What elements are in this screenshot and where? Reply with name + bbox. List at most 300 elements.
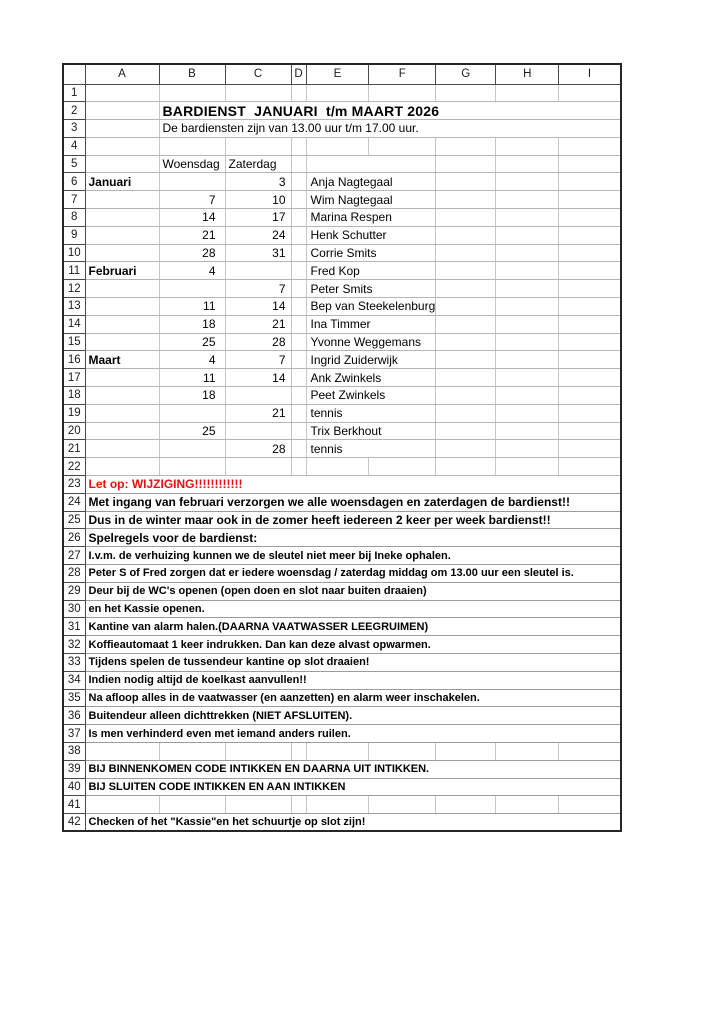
row-header-18: 18	[63, 387, 85, 405]
sheet-row-23	[63, 476, 621, 494]
cell-E14: Ina Timmer	[306, 315, 436, 333]
cell-G13	[436, 298, 496, 316]
cell-D21	[291, 440, 306, 458]
cell-G41	[436, 796, 496, 814]
cell-H17	[496, 369, 559, 387]
row-header-35: 35	[63, 689, 85, 707]
row-header-23: 23	[63, 476, 85, 494]
cell-H19	[496, 404, 559, 422]
row-header-38: 38	[63, 742, 85, 760]
cell-G6	[436, 173, 496, 191]
cell-A14	[85, 315, 159, 333]
cell-I5	[559, 155, 621, 173]
cell-A35: Na afloop alles in de vaatwasser (en aanzetten) en alarm weer inschakelen.	[85, 689, 621, 707]
cell-H20	[496, 422, 559, 440]
cell-B22	[159, 458, 225, 476]
cell-H13	[496, 298, 559, 316]
cell-A39: BIJ BINNENKOMEN CODE INTIKKEN EN DAARNA UIT INTIKKEN.	[85, 760, 621, 778]
cell-G1	[436, 84, 496, 102]
cell-G12	[436, 280, 496, 298]
cell-G18	[436, 387, 496, 405]
row-header-1: 1	[63, 84, 85, 102]
cell-C18	[225, 387, 291, 405]
cell-E38	[306, 742, 369, 760]
cell-B12	[159, 280, 225, 298]
cell-E11: Fred Kop	[306, 262, 436, 280]
column-header-H: H	[496, 64, 559, 84]
sheet-row-25	[63, 511, 621, 529]
cell-A5	[85, 155, 159, 173]
cell-A1	[85, 84, 159, 102]
sheet-body	[63, 84, 621, 831]
cell-A40: BIJ SLUITEN CODE INTIKKEN EN AAN INTIKKEN	[85, 778, 621, 796]
cell-A33: Tijdens spelen de tussendeur kantine op slot draaien!	[85, 654, 621, 672]
row-header-31: 31	[63, 618, 85, 636]
row-header-40: 40	[63, 778, 85, 796]
cell-G15	[436, 333, 496, 351]
cell-B10: 28	[159, 244, 225, 262]
row-header-42: 42	[63, 814, 85, 832]
cell-E5	[306, 155, 436, 173]
cell-H22	[496, 458, 559, 476]
cell-C19: 21	[225, 404, 291, 422]
cell-G22	[436, 458, 496, 476]
cell-E17: Ank Zwinkels	[306, 369, 436, 387]
row-header-20: 20	[63, 422, 85, 440]
cell-A34: Indien nodig altijd de koelkast aanvullen!!	[85, 671, 621, 689]
cell-C21: 28	[225, 440, 291, 458]
cell-I18	[559, 387, 621, 405]
row-header-6: 6	[63, 173, 85, 191]
cell-C12: 7	[225, 280, 291, 298]
cell-A42: Checken of het "Kassie"en het schuurtje op slot zijn!	[85, 814, 621, 832]
cell-G38	[436, 742, 496, 760]
cell-C14: 21	[225, 315, 291, 333]
cell-F38	[369, 742, 436, 760]
sheet-row-7	[63, 191, 621, 209]
cell-D7	[291, 191, 306, 209]
sheet-row-13	[63, 298, 621, 316]
cell-A24: Met ingang van februari verzorgen we alle woensdagen en zaterdagen de bardienst!!	[85, 493, 621, 511]
sheet-row-20	[63, 422, 621, 440]
cell-D10	[291, 244, 306, 262]
cell-G21	[436, 440, 496, 458]
row-header-28: 28	[63, 565, 85, 583]
sheet-row-37	[63, 725, 621, 743]
cell-G14	[436, 315, 496, 333]
cell-I14	[559, 315, 621, 333]
cell-A25: Dus in de winter maar ook in de zomer heeft iedereen 2 keer per week bardienst!!	[85, 511, 621, 529]
cell-I21	[559, 440, 621, 458]
cell-H14	[496, 315, 559, 333]
row-header-12: 12	[63, 280, 85, 298]
cell-G8	[436, 209, 496, 227]
cell-C7: 10	[225, 191, 291, 209]
cell-G20	[436, 422, 496, 440]
sheet-row-27	[63, 547, 621, 565]
row-header-11: 11	[63, 262, 85, 280]
cell-I16	[559, 351, 621, 369]
cell-B13: 11	[159, 298, 225, 316]
sheet-row-21	[63, 440, 621, 458]
cell-I8	[559, 209, 621, 227]
cell-D19	[291, 404, 306, 422]
cell-A7	[85, 191, 159, 209]
row-header-15: 15	[63, 333, 85, 351]
cell-G16	[436, 351, 496, 369]
row-header-37: 37	[63, 725, 85, 743]
cell-A15	[85, 333, 159, 351]
row-header-16: 16	[63, 351, 85, 369]
cell-E7: Wim Nagtegaal	[306, 191, 436, 209]
row-header-39: 39	[63, 760, 85, 778]
cell-E8: Marina Respen	[306, 209, 436, 227]
cell-A31: Kantine van alarm halen.(DAARNA VAATWASSER LEEGRUIMEN)	[85, 618, 621, 636]
cell-G5	[436, 155, 496, 173]
cell-B21	[159, 440, 225, 458]
cell-F4	[369, 137, 436, 155]
cell-C11	[225, 262, 291, 280]
cell-E15: Yvonne Weggemans	[306, 333, 436, 351]
cell-H10	[496, 244, 559, 262]
cell-I19	[559, 404, 621, 422]
cell-G19	[436, 404, 496, 422]
cell-I1	[559, 84, 621, 102]
cell-H18	[496, 387, 559, 405]
cell-A16: Maart	[85, 351, 159, 369]
row-header-8: 8	[63, 209, 85, 227]
cell-I20	[559, 422, 621, 440]
sheet-row-12	[63, 280, 621, 298]
cell-F1	[369, 84, 436, 102]
cell-B14: 18	[159, 315, 225, 333]
cell-G11	[436, 262, 496, 280]
cell-D4	[291, 137, 306, 155]
row-header-10: 10	[63, 244, 85, 262]
cell-A12	[85, 280, 159, 298]
cell-B1	[159, 84, 225, 102]
row-header-17: 17	[63, 369, 85, 387]
cell-B38	[159, 742, 225, 760]
column-header-C: C	[225, 64, 291, 84]
cell-I11	[559, 262, 621, 280]
column-header-E: E	[306, 64, 369, 84]
cell-B5: Woensdag	[159, 155, 225, 173]
row-header-19: 19	[63, 404, 85, 422]
cell-C10: 31	[225, 244, 291, 262]
cell-H6	[496, 173, 559, 191]
row-header-32: 32	[63, 636, 85, 654]
row-header-27: 27	[63, 547, 85, 565]
row-header-9: 9	[63, 226, 85, 244]
cell-I41	[559, 796, 621, 814]
sheet-row-19	[63, 404, 621, 422]
cell-A11: Februari	[85, 262, 159, 280]
cell-C38	[225, 742, 291, 760]
column-header-A: A	[85, 64, 159, 84]
cell-I4	[559, 137, 621, 155]
sheet-row-2	[63, 102, 621, 120]
cell-E19: tennis	[306, 404, 436, 422]
sheet-row-28	[63, 565, 621, 583]
cell-C9: 24	[225, 226, 291, 244]
cell-D15	[291, 333, 306, 351]
cell-H5	[496, 155, 559, 173]
cell-A17	[85, 369, 159, 387]
sheet-row-34	[63, 671, 621, 689]
cell-B9: 21	[159, 226, 225, 244]
cell-D38	[291, 742, 306, 760]
cell-H41	[496, 796, 559, 814]
row-header-26: 26	[63, 529, 85, 547]
cell-C4	[225, 137, 291, 155]
cell-I9	[559, 226, 621, 244]
cell-D11	[291, 262, 306, 280]
sheet-row-4	[63, 137, 621, 155]
sheet-row-31	[63, 618, 621, 636]
row-header-22: 22	[63, 458, 85, 476]
cell-B16: 4	[159, 351, 225, 369]
row-header-21: 21	[63, 440, 85, 458]
cell-H1	[496, 84, 559, 102]
sheet-row-15	[63, 333, 621, 351]
cell-H9	[496, 226, 559, 244]
row-header-3: 3	[63, 120, 85, 138]
cell-A10	[85, 244, 159, 262]
cell-B41	[159, 796, 225, 814]
sheet-row-22	[63, 458, 621, 476]
cell-B7: 7	[159, 191, 225, 209]
cell-I6	[559, 173, 621, 191]
cell-A3	[85, 120, 159, 138]
cell-B19	[159, 404, 225, 422]
row-header-2: 2	[63, 102, 85, 120]
cell-G7	[436, 191, 496, 209]
row-header-34: 34	[63, 671, 85, 689]
row-header-13: 13	[63, 298, 85, 316]
cell-C1	[225, 84, 291, 102]
cell-E9: Henk Schutter	[306, 226, 436, 244]
cell-D16	[291, 351, 306, 369]
cell-A30: en het Kassie openen.	[85, 600, 621, 618]
cell-D1	[291, 84, 306, 102]
cell-A8	[85, 209, 159, 227]
sheet-row-18	[63, 387, 621, 405]
cell-C20	[225, 422, 291, 440]
sheet-row-6	[63, 173, 621, 191]
cell-E20: Trix Berkhout	[306, 422, 436, 440]
cell-A26: Spelregels voor de bardienst:	[85, 529, 621, 547]
cell-I7	[559, 191, 621, 209]
row-header-25: 25	[63, 511, 85, 529]
column-header-row	[63, 64, 621, 84]
cell-A21	[85, 440, 159, 458]
cell-B3: De bardiensten zijn van 13.00 uur t/m 17.00 uur.	[159, 120, 621, 138]
cell-A38	[85, 742, 159, 760]
cell-H21	[496, 440, 559, 458]
sheet-row-36	[63, 707, 621, 725]
cell-G9	[436, 226, 496, 244]
cell-F22	[369, 458, 436, 476]
cell-E1	[306, 84, 369, 102]
cell-H12	[496, 280, 559, 298]
row-header-29: 29	[63, 582, 85, 600]
column-header-B: B	[159, 64, 225, 84]
cell-D22	[291, 458, 306, 476]
cell-A18	[85, 387, 159, 405]
cell-A29: Deur bij de WC's openen (open doen en slot naar buiten draaien)	[85, 582, 621, 600]
cell-E6: Anja Nagtegaal	[306, 173, 436, 191]
row-header-30: 30	[63, 600, 85, 618]
cell-F41	[369, 796, 436, 814]
sheet-row-24	[63, 493, 621, 511]
sheet-row-10	[63, 244, 621, 262]
sheet-row-8	[63, 209, 621, 227]
column-header-F: F	[369, 64, 436, 84]
cell-E21: tennis	[306, 440, 436, 458]
column-header-I: I	[559, 64, 621, 84]
cell-C41	[225, 796, 291, 814]
cell-D13	[291, 298, 306, 316]
cell-A2	[85, 102, 159, 120]
cell-D14	[291, 315, 306, 333]
cell-A37: Is men verhinderd even met iemand anders ruilen.	[85, 725, 621, 743]
sheet-row-33	[63, 654, 621, 672]
cell-B4	[159, 137, 225, 155]
sheet-row-38	[63, 742, 621, 760]
cell-E13: Bep van Steekelenburg	[306, 298, 436, 316]
cell-B15: 25	[159, 333, 225, 351]
cell-B2: BARDIENST JANUARI t/m MAART 2026	[159, 102, 621, 120]
cell-E10: Corrie Smits	[306, 244, 436, 262]
sheet-row-35	[63, 689, 621, 707]
cell-E22	[306, 458, 369, 476]
sheet-row-1	[63, 84, 621, 102]
cell-I10	[559, 244, 621, 262]
cell-D9	[291, 226, 306, 244]
cell-H7	[496, 191, 559, 209]
cell-C16: 7	[225, 351, 291, 369]
sheet-row-9	[63, 226, 621, 244]
row-header-33: 33	[63, 654, 85, 672]
column-header-G: G	[436, 64, 496, 84]
cell-A36: Buitendeur alleen dichttrekken (NIET AFSLUITEN).	[85, 707, 621, 725]
cell-C17: 14	[225, 369, 291, 387]
sheet-row-16	[63, 351, 621, 369]
cell-D17	[291, 369, 306, 387]
row-header-41: 41	[63, 796, 85, 814]
sheet-row-3	[63, 120, 621, 138]
cell-A41	[85, 796, 159, 814]
cell-C15: 28	[225, 333, 291, 351]
cell-D12	[291, 280, 306, 298]
cell-B8: 14	[159, 209, 225, 227]
cell-C13: 14	[225, 298, 291, 316]
cell-A6: Januari	[85, 173, 159, 191]
row-header-4: 4	[63, 137, 85, 155]
cell-D18	[291, 387, 306, 405]
cell-C22	[225, 458, 291, 476]
cell-I17	[559, 369, 621, 387]
cell-G17	[436, 369, 496, 387]
cell-H38	[496, 742, 559, 760]
cell-D8	[291, 209, 306, 227]
cell-C5: Zaterdag	[225, 155, 291, 173]
sheet-row-42	[63, 814, 621, 832]
cell-A19	[85, 404, 159, 422]
cell-G10	[436, 244, 496, 262]
cell-E12: Peter Smits	[306, 280, 436, 298]
select-all-corner	[63, 64, 85, 84]
cell-A23: Let op: WIJZIGING!!!!!!!!!!!!	[85, 476, 621, 494]
cell-A32: Koffieautomaat 1 keer indrukken. Dan kan deze alvast opwarmen.	[85, 636, 621, 654]
column-header-D: D	[291, 64, 306, 84]
cell-D5	[291, 155, 306, 173]
cell-A4	[85, 137, 159, 155]
cell-E4	[306, 137, 369, 155]
cell-H15	[496, 333, 559, 351]
row-header-7: 7	[63, 191, 85, 209]
cell-I38	[559, 742, 621, 760]
sheet-row-39	[63, 760, 621, 778]
cell-D41	[291, 796, 306, 814]
cell-A28: Peter S of Fred zorgen dat er iedere woensdag / zaterdag middag om 13.00 uur een sleutel is.	[85, 565, 621, 583]
cell-B20: 25	[159, 422, 225, 440]
cell-I22	[559, 458, 621, 476]
cell-C6: 3	[225, 173, 291, 191]
cell-B11: 4	[159, 262, 225, 280]
row-header-14: 14	[63, 315, 85, 333]
cell-I15	[559, 333, 621, 351]
cell-B17: 11	[159, 369, 225, 387]
cell-A20	[85, 422, 159, 440]
cell-A27: I.v.m. de verhuizing kunnen we de sleutel niet meer bij Ineke ophalen.	[85, 547, 621, 565]
sheet-row-29	[63, 582, 621, 600]
cell-A13	[85, 298, 159, 316]
sheet-row-40	[63, 778, 621, 796]
cell-H16	[496, 351, 559, 369]
spreadsheet-grid	[62, 63, 622, 832]
sheet-row-14	[63, 315, 621, 333]
sheet-row-26	[63, 529, 621, 547]
sheet-row-41	[63, 796, 621, 814]
sheet-row-32	[63, 636, 621, 654]
sheet-row-5	[63, 155, 621, 173]
cell-D20	[291, 422, 306, 440]
sheet-row-30	[63, 600, 621, 618]
sheet-row-17	[63, 369, 621, 387]
cell-G4	[436, 137, 496, 155]
cell-E41	[306, 796, 369, 814]
cell-A22	[85, 458, 159, 476]
cell-I12	[559, 280, 621, 298]
cell-B6	[159, 173, 225, 191]
cell-C8: 17	[225, 209, 291, 227]
cell-D6	[291, 173, 306, 191]
cell-H4	[496, 137, 559, 155]
cell-A9	[85, 226, 159, 244]
cell-I13	[559, 298, 621, 316]
row-header-24: 24	[63, 493, 85, 511]
row-header-5: 5	[63, 155, 85, 173]
row-header-36: 36	[63, 707, 85, 725]
cell-B18: 18	[159, 387, 225, 405]
cell-H11	[496, 262, 559, 280]
cell-E18: Peet Zwinkels	[306, 387, 436, 405]
sheet-row-11	[63, 262, 621, 280]
cell-E16: Ingrid Zuiderwijk	[306, 351, 436, 369]
cell-H8	[496, 209, 559, 227]
